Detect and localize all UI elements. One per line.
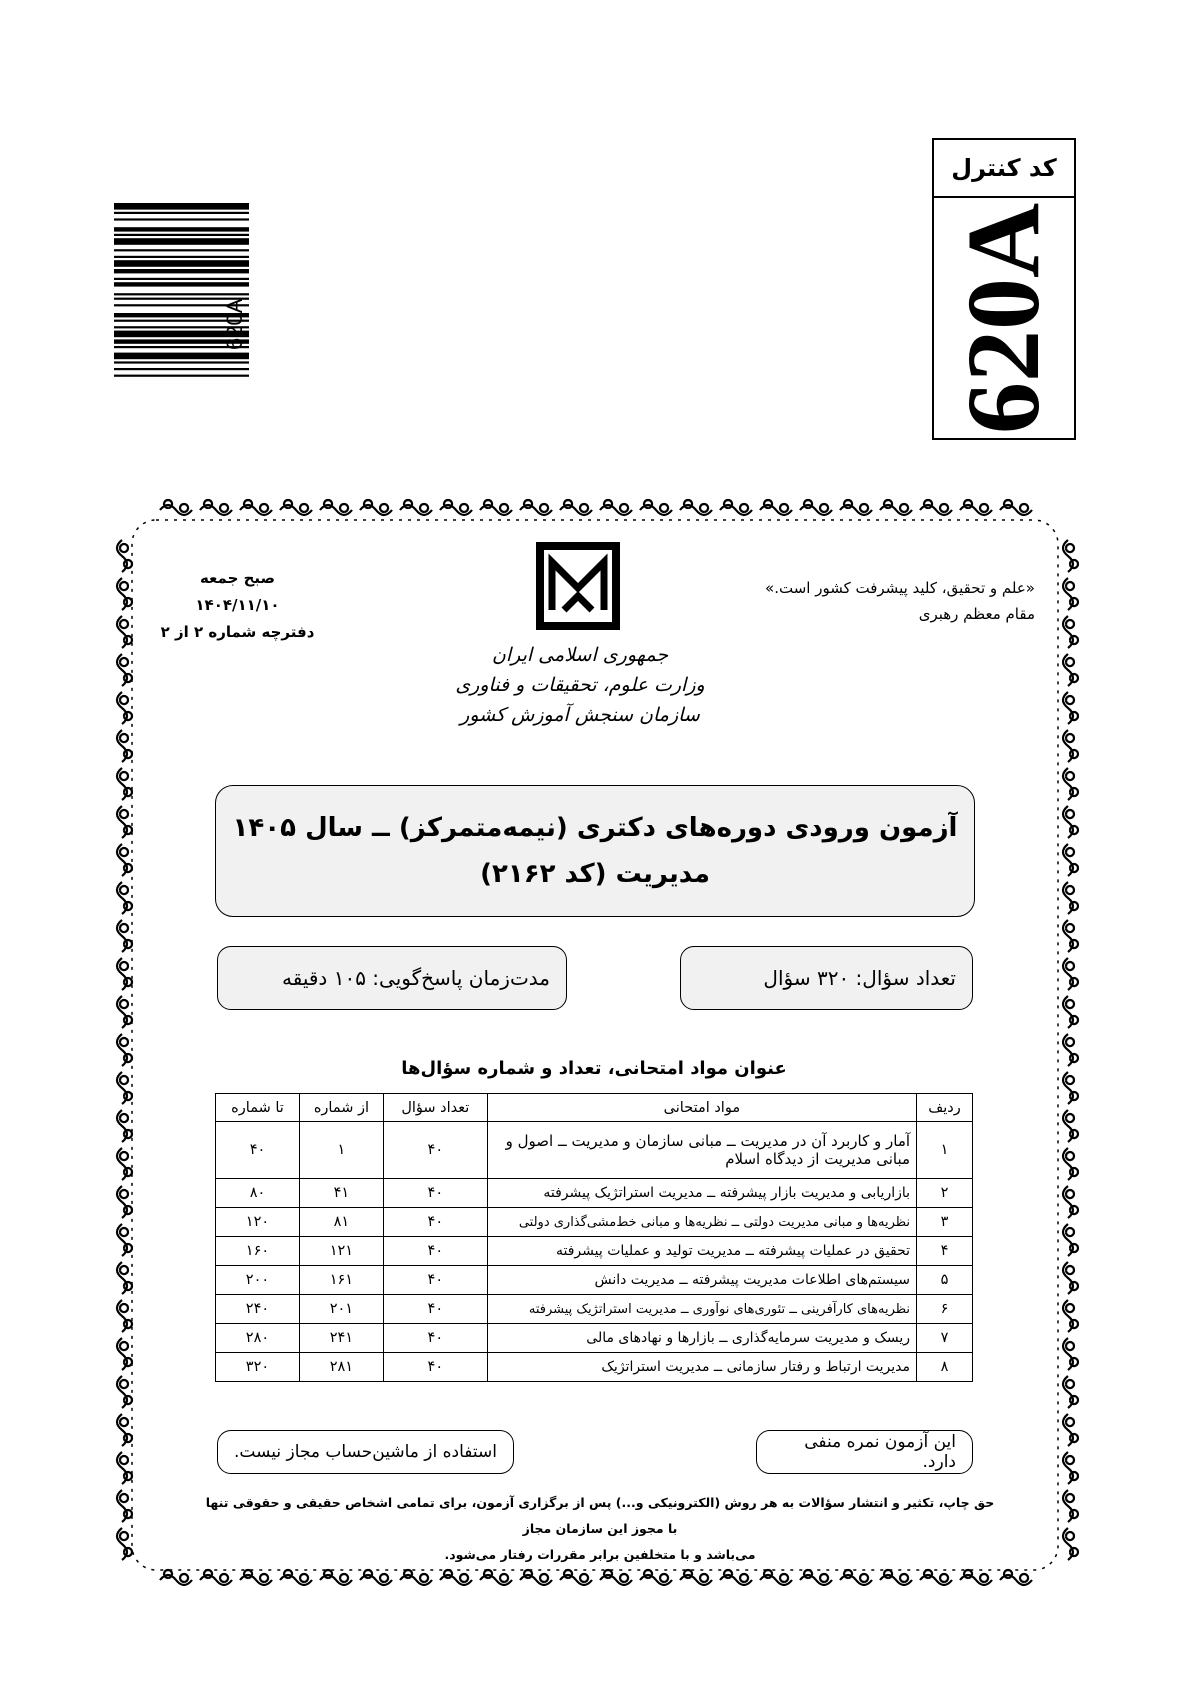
header-to-number: تا شماره (216, 1094, 300, 1122)
quote-author: مقام معظم رهبری (918, 605, 1035, 623)
subject-title: نظریه‌ها و مبانی مدیریت دولتی ــ نظریه‌ها و مبانی خط‌مشی‌گذاری دولتی (487, 1208, 916, 1237)
organization-block (440, 640, 720, 730)
table-row (216, 1353, 973, 1382)
question-count-cell: ۴۰ (383, 1122, 487, 1179)
table-header-row (216, 1094, 973, 1122)
header-subject: مواد امتحانی (487, 1094, 916, 1122)
table-row (216, 1179, 973, 1208)
session-time: صبح جمعه (199, 569, 276, 587)
from-number-cell: ۲۴۱ (299, 1324, 383, 1353)
to-number-cell: ۴۰ (216, 1122, 300, 1179)
session-info (160, 565, 315, 646)
quote-text: «علم و تحقیق، کلید پیشرفت کشور است.» (765, 579, 1035, 597)
subject-title: سیستم‌های اطلاعات مدیریت پیشرفته ــ مدیریت دانش (487, 1266, 916, 1295)
from-number-cell: ۲۸۱ (299, 1353, 383, 1382)
from-number-cell: ۱۲۱ (299, 1237, 383, 1266)
to-number-cell: ۱۶۰ (216, 1237, 300, 1266)
duration: مدت‌زمان پاسخ‌گویی: ۱۰۵ دقیقه (282, 966, 550, 990)
to-number-cell: ۳۲۰ (216, 1353, 300, 1382)
question-count: تعداد سؤال: ۳۲۰ سؤال (763, 966, 956, 990)
negative-score-note (756, 1430, 973, 1474)
row-number: ۸ (917, 1353, 973, 1382)
booklet-number: دفترچه شماره ۲ از ۲ (160, 623, 315, 641)
from-number-cell: ۱ (299, 1122, 383, 1179)
sanjesh-logo (528, 540, 628, 635)
barcode-text: 620A (222, 298, 247, 350)
question-count-cell: ۴۰ (383, 1208, 487, 1237)
session-date: ۱۴۰۴/۱۱/۱۰ (195, 596, 280, 614)
from-number-cell: ۴۱ (299, 1179, 383, 1208)
question-count-cell: ۴۰ (383, 1266, 487, 1295)
org-ministry: وزارت علوم، تحقیقات و فناوری (455, 674, 705, 696)
duration-box (217, 946, 567, 1010)
to-number-cell: ۸۰ (216, 1179, 300, 1208)
table-caption: عنوان مواد امتحانی، تعداد و شماره سؤال‌ها (401, 1058, 787, 1079)
subject-title: بازاریابی و مدیریت بازار پیشرفته ــ مدیریت استراتژیک پیشرفته (487, 1179, 916, 1208)
exam-title-box (215, 785, 975, 917)
table-row (216, 1266, 973, 1295)
question-count-cell: ۴۰ (383, 1179, 487, 1208)
question-count-box (680, 946, 973, 1010)
row-number: ۶ (917, 1295, 973, 1324)
subject-title: ریسک و مدیریت سرمایه‌گذاری ــ بازارها و نهادهای مالی (487, 1324, 916, 1353)
exam-subtitle: مدیریت (کد ۲۱۶۲) (480, 859, 710, 889)
to-number-cell: ۱۲۰ (216, 1208, 300, 1237)
table-row (216, 1208, 973, 1237)
org-organization: سازمان سنجش آموزش کشور (460, 704, 700, 726)
row-number: ۴ (917, 1237, 973, 1266)
question-count-cell: ۴۰ (383, 1324, 487, 1353)
table-row (216, 1237, 973, 1266)
row-number: ۱ (917, 1122, 973, 1179)
subject-title: مدیریت ارتباط و رفتار سازمانی ــ مدیریت استراتژیک (487, 1353, 916, 1382)
from-number-cell: ۲۰۱ (299, 1295, 383, 1324)
copyright-line-1: حق چاپ، تکثیر و انتشار سؤالات به هر روش (الکترونیکی و...) پس از برگزاری آزمون، برای تمامی اشخاص حقیقی و حقوقی تنها با مجوز این سازمان مجاز (205, 1495, 995, 1536)
row-number: ۵ (917, 1266, 973, 1295)
to-number-cell: ۲۰۰ (216, 1266, 300, 1295)
calculator-note (217, 1430, 514, 1474)
question-count-cell: ۴۰ (383, 1353, 487, 1382)
control-code-label: کد کنترل (934, 140, 1074, 198)
subjects-table (215, 1093, 973, 1382)
to-number-cell: ۲۸۰ (216, 1324, 300, 1353)
calculator-text: استفاده از ماشین‌حساب مجاز نیست. (234, 1442, 497, 1462)
to-number-cell: ۲۴۰ (216, 1295, 300, 1324)
subject-title: تحقیق در عملیات پیشرفته ــ مدیریت تولید و عملیات پیشرفته (487, 1237, 916, 1266)
from-number-cell: ۱۶۱ (299, 1266, 383, 1295)
question-count-cell: ۴۰ (383, 1295, 487, 1324)
question-count-cell: ۴۰ (383, 1237, 487, 1266)
from-number-cell: ۸۱ (299, 1208, 383, 1237)
control-code-value: 620A (946, 202, 1062, 434)
header-question-count: تعداد سؤال (383, 1094, 487, 1122)
table-row (216, 1324, 973, 1353)
header-from-number: از شماره (299, 1094, 383, 1122)
table-row (216, 1295, 973, 1324)
header-row-number: ردیف (917, 1094, 973, 1122)
copyright-notice (200, 1490, 1000, 1568)
org-republic: جمهوری اسلامی ایران (491, 644, 669, 666)
table-row (216, 1122, 973, 1179)
quote-block (700, 575, 1035, 627)
copyright-line-2: می‌باشد و با متخلفین برابر مقررات رفتار می‌شود. (444, 1547, 756, 1562)
row-number: ۳ (917, 1208, 973, 1237)
row-number: ۷ (917, 1324, 973, 1353)
negative-score-text: این آزمون نمره منفی دارد. (804, 1432, 956, 1472)
exam-title: آزمون ورودی دوره‌های دکتری (نیمه‌متمرکز) ــ سال ۱۴۰۵ (232, 813, 958, 843)
subject-title: نظریه‌های کارآفرینی ــ تئوری‌های نوآوری ــ مدیریت استراتژیک پیشرفته (487, 1295, 916, 1324)
subject-title: آمار و کاربرد آن در مدیریت ــ مبانی سازمان و مدیریت ــ اصول و مبانی مدیریت از دیدگاه اسلام (487, 1122, 916, 1179)
row-number: ۲ (917, 1179, 973, 1208)
